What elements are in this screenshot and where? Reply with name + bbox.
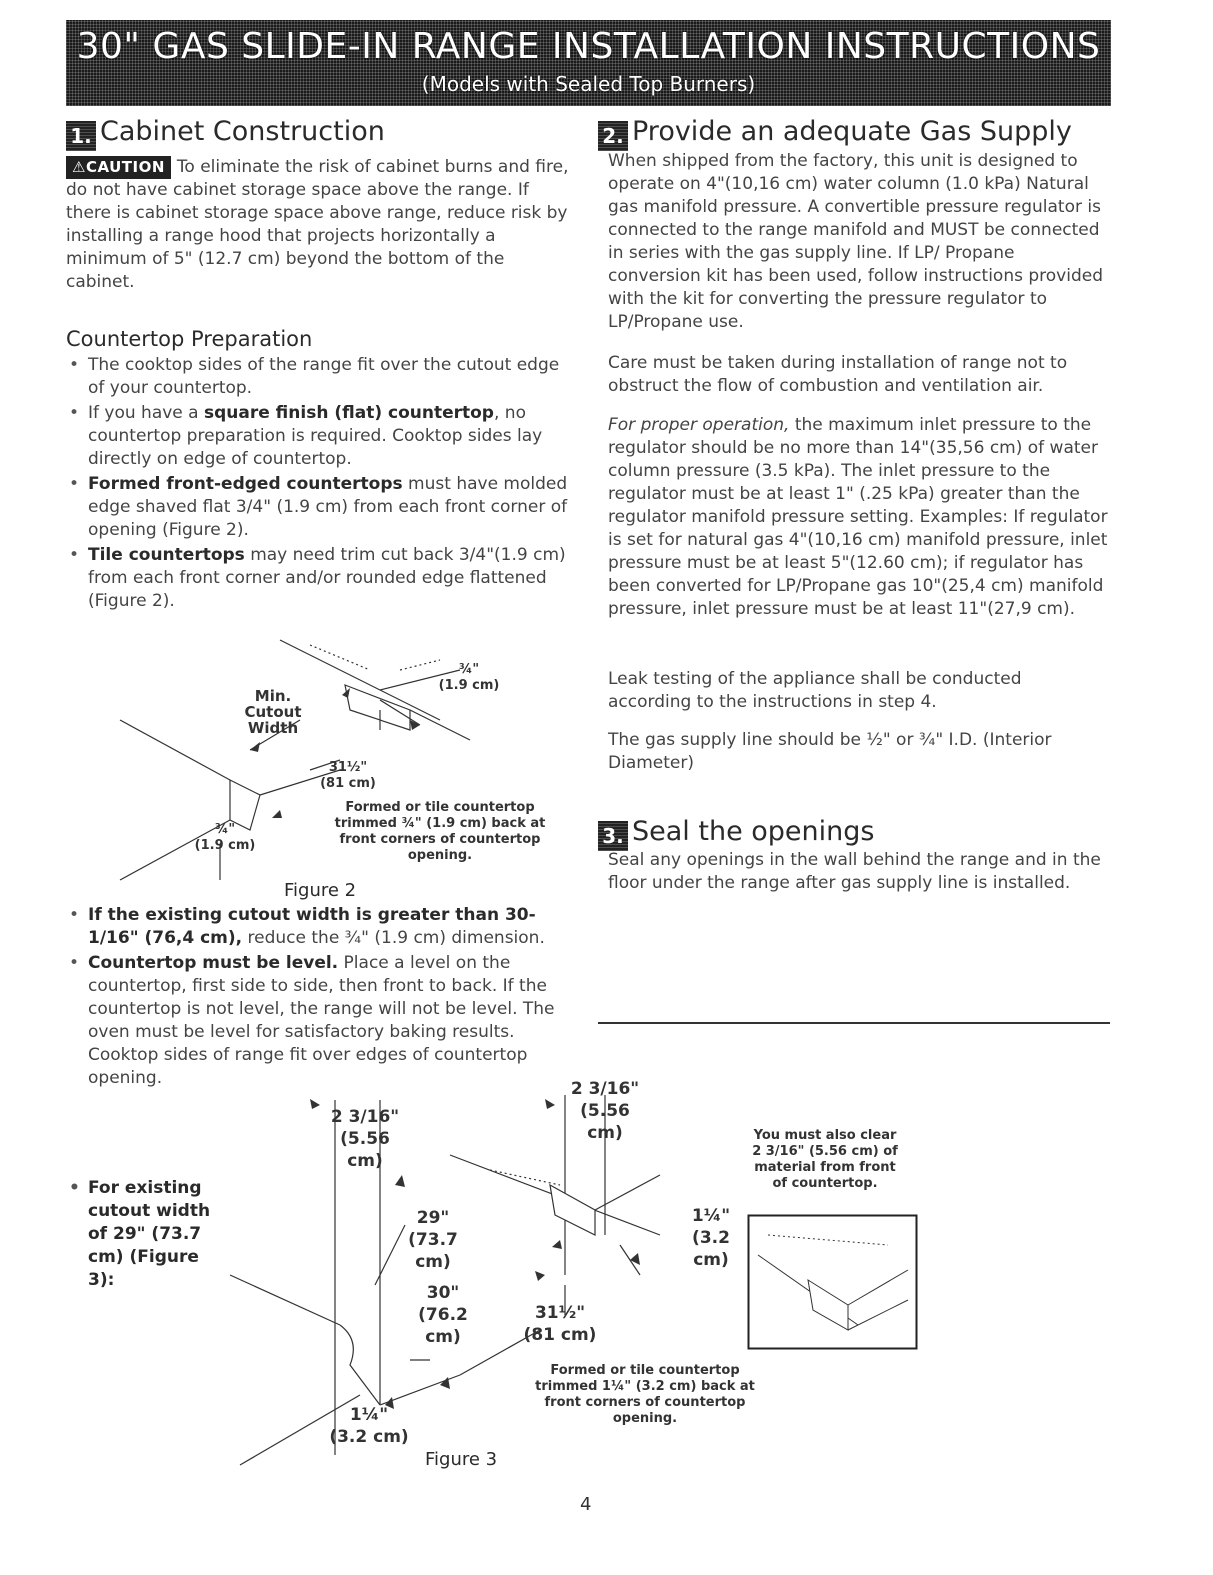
section3-heading [598, 816, 874, 851]
section2-number: 2. [598, 121, 628, 151]
page-number: 4 [580, 1494, 592, 1515]
list-item: • If the existing cutout width is greater than 30-1/16" (76,4 cm), reduce the ¾" (1.9 cm) dimension. [66, 904, 576, 950]
gas-supply-paragraph-2: Care must be taken during installation of range not to obstruct the flow of combustion and ventilation air. [608, 353, 1068, 396]
section1-heading-text: Cabinet Construction [100, 116, 385, 147]
fig3-dim-30: 30" (76.2 cm) [418, 1283, 468, 1347]
list-item: • Countertop must be level. Place a level on the countertop, first side to side, then front to back. If the countertop is not level, the range will not be level. The oven must be level for satisfactory baking results. Cooktop sides of range fit over edges of countertop opening. [66, 952, 576, 1090]
caution-text: To eliminate the risk of cabinet burns and fire, do not have cabinet storage space above the range. If there is cabinet storage space above range, reduce risk by installing a range hood that projects horizontally a minimum of 5" (12.7 cm) beyond the bottom of the cabinet. [66, 157, 569, 292]
page-subtitle: (Models with Sealed Top Burners) [421, 72, 756, 96]
fig3-dim-29: 29" (73.7 cm) [408, 1208, 458, 1272]
fig3-dim-depth: 31½" (81 cm) [523, 1303, 597, 1345]
page-title: 30" GAS SLIDE-IN RANGE INSTALLATION INSTRUCTIONS [76, 26, 1101, 67]
existing-cutout-list [66, 1177, 226, 1294]
figure2-caption: Figure 2 [284, 880, 357, 901]
caution-paragraph [66, 156, 571, 294]
countertop-prep-list-2 [66, 904, 576, 1092]
section2-heading [598, 116, 1072, 151]
fig3-dim-a: 2 3/16" (5.56 cm) [330, 1107, 400, 1171]
fig2-dim-depth: 31½" (81 cm) [320, 760, 376, 791]
seal-openings-paragraph: Seal any openings in the wall behind the range and in the floor under the range after gas supply line is installed. [608, 850, 1101, 893]
gas-supply-paragraph-1: When shipped from the factory, this unit is designed to operate on 4"(10,16 cm) water column (1.0 kPa) Natural gas manifold pressure. A convertible pressure regulator is connected to the range manifold and MUST be connected in series with the gas supply line. If LP/ Propane conversion kit has been used, follow instructions provided with the kit for converting the pressure regulator to LP/Propane use. [608, 151, 1103, 332]
fig3-note: Formed or tile countertop trimmed 1¼" (3.2 cm) back at front corners of countertop opening. [535, 1363, 755, 1426]
list-item: • The cooktop sides of the range fit over the cutout edge of your countertop. [66, 354, 576, 400]
figure3-caption: Figure 3 [425, 1449, 498, 1470]
gas-supply-paragraph-3: For proper operation, the maximum inlet pressure to the regulator should be no more than 14"(35,56 cm) of water column pressure (3.5 kPa). The inlet pressure to the regulator must be at least 1" (.25 kPa) greater than the regulator manifold pressure setting. Examples: If regulator is set for natural gas 4"(10,16 cm) manifold pressure, inlet pressure must be at least 5"(12.60 cm); if regulator has been converted for LP/Propane gas 10"(25,4 cm) manifold pressure, inlet pressure must be at least 11"(27,9 cm). [608, 415, 1108, 619]
fig3-clear-note: You must also clear 2 3/16" (5.56 cm) of material from front of countertop. [752, 1128, 898, 1191]
list-item: • For existing cutout width of 29" (73.7 cm) (Figure 3): [66, 1177, 226, 1292]
list-item: • Tile countertops may need trim cut back 3/4"(1.9 cm) from each front corner and/or rounded edge flattened (Figure 2). [66, 544, 576, 613]
fig3-dim-left: 1¼" (3.2 cm) [329, 1405, 409, 1447]
fig3-dim-b: 2 3/16" (5.56 cm) [570, 1079, 640, 1143]
caution-badge: ⚠CAUTION [66, 156, 171, 179]
countertop-prep-heading: Countertop Preparation [66, 327, 313, 351]
title-banner [66, 20, 1111, 106]
section3-heading-text: Seal the openings [632, 816, 875, 847]
section1-number: 1. [66, 121, 96, 151]
fig3-dim-1q: 1¼" (3.2 cm) [691, 1206, 731, 1270]
section1-heading [66, 116, 385, 151]
fig2-dim-left: ¾" (1.9 cm) [194, 822, 256, 853]
countertop-prep-list [66, 354, 576, 615]
fig2-dim-top: ¾" (1.9 cm) [438, 662, 500, 693]
section2-heading-text: Provide an adequate Gas Supply [632, 116, 1072, 147]
divider-line [598, 1022, 1110, 1024]
gas-supply-paragraph-4: Leak testing of the appliance shall be conducted according to the instructions in step 4. [608, 669, 1022, 712]
fig2-note: Formed or tile countertop trimmed ¾" (1.9 cm) back at front corners of countertop opening. [334, 800, 546, 863]
figure3-drawing [230, 1075, 770, 1495]
list-item: • If you have a square finish (flat) countertop, no countertop preparation is required. Cooktop sides lay directly on edge of countertop. [66, 402, 576, 471]
fig3-inset [748, 1215, 918, 1350]
list-item: • Formed front-edged countertops must have molded edge shaved flat 3/4" (1.9 cm) from each front corner of opening (Figure 2). [66, 473, 576, 542]
section3-number: 3. [598, 821, 628, 851]
gas-supply-paragraph-5: The gas supply line should be ½" or ¾" I.D. (Interior Diameter) [608, 730, 1052, 773]
fig2-min-cutout-label: Min. Cutout Width [244, 687, 302, 737]
